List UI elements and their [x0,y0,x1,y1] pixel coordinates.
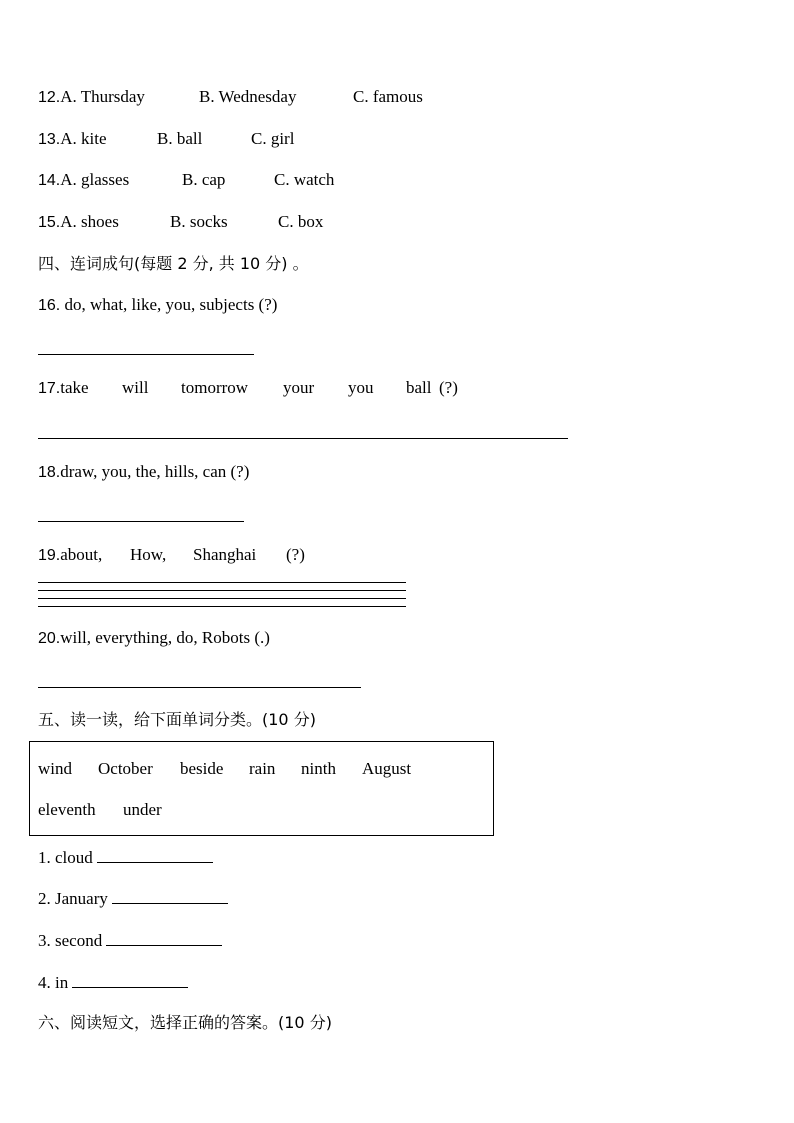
option-c: C. famous [353,87,423,106]
classify-item-2 [38,888,228,910]
option-a: A. kite [60,129,107,148]
option-b: B. Wednesday [199,87,297,106]
option-a: A. Thursday [60,87,145,106]
question-number: 17. [38,380,61,397]
answer-blank[interactable] [97,848,213,863]
section-5-title: 五、读一读，给下面单词分类。(10 分) [38,710,316,729]
word: about, [60,545,103,564]
word: August [362,759,412,778]
question-number: 12. [38,89,61,106]
word: ball [406,378,432,397]
question-number: 16. [38,297,61,314]
question-number: 18. [38,464,61,481]
question-13 [38,128,295,151]
classify-label: 1. cloud [38,848,93,867]
answer-line[interactable] [38,606,406,607]
word: rain [249,759,276,778]
word: you [348,378,374,397]
question-14 [38,169,335,192]
question-text: draw, you, the, hills, can (?) [60,462,250,481]
word: will [122,378,149,397]
answer-line[interactable] [38,582,406,583]
question-number: 14. [38,172,61,189]
word: October [98,759,153,778]
section-4-title: 四、连词成句(每题 2 分, 共 10 分) 。 [38,254,309,273]
word: your [283,378,315,397]
word: How, [130,545,167,564]
classify-label: 4. in [38,973,69,992]
question-number: 15. [38,214,61,231]
answer-line[interactable] [38,521,244,522]
option-b: B. socks [170,212,228,231]
answer-line[interactable] [38,687,361,688]
answer-line[interactable] [38,598,406,599]
question-text: do, what, like, you, subjects (?) [60,295,278,314]
question-12 [38,86,423,109]
classify-item-4 [38,972,188,994]
classify-label: 2. January [38,889,108,908]
classify-item-1 [38,847,213,869]
word: (?) [286,545,305,564]
word: tomorrow [181,378,249,397]
word-box [29,741,494,836]
answer-line[interactable] [38,354,254,355]
word: Shanghai [193,545,257,564]
question-15 [38,211,324,234]
question-number: 20. [38,630,61,647]
question-19 [38,544,305,567]
word: (?) [439,378,458,397]
option-b: B. ball [157,129,203,148]
question-20 [38,627,270,650]
option-c: C. box [278,212,324,231]
option-a: A. glasses [60,170,130,189]
answer-blank[interactable] [112,889,228,904]
classify-label: 3. second [38,931,103,950]
question-16 [38,294,277,317]
option-c: C. watch [274,170,335,189]
option-c: C. girl [251,129,295,148]
word: take [60,378,89,397]
answer-blank[interactable] [72,973,188,988]
question-number: 13. [38,131,61,148]
question-18 [38,461,249,484]
word: wind [38,759,72,778]
word: ninth [301,759,336,778]
option-a: A. shoes [60,212,119,231]
section-6-title: 六、阅读短文，选择正确的答案。(10 分) [38,1013,332,1032]
question-17 [38,377,458,400]
word: under [123,800,162,819]
option-b: B. cap [182,170,226,189]
word: eleventh [38,800,96,819]
answer-line[interactable] [38,438,568,439]
answer-line[interactable] [38,590,406,591]
question-text: will, everything, do, Robots (.) [60,628,270,647]
answer-blank[interactable] [106,931,222,946]
question-number: 19. [38,547,61,564]
classify-item-3 [38,930,222,952]
word: beside [180,759,224,778]
